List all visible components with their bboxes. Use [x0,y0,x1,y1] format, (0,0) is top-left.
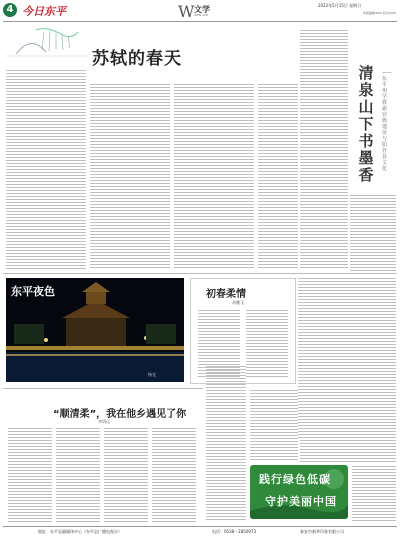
banner-line-1: 践行绿色低碳 [259,473,331,486]
newspaper-logo: 今日东平 [22,5,66,18]
lower-text-col-4 [352,466,396,522]
poem2-text-col-4 [152,428,196,522]
editor-credits: 本版编辑/XXX 校对/XXX [362,11,396,15]
article-text-col-3 [174,84,254,270]
poem-title: 初春柔情 [206,289,246,300]
lower-divider [3,388,203,389]
side-article-text-2 [350,195,396,273]
side-article-title: 清泉山下书墨香 [358,64,374,184]
lower-text-col-1 [206,366,246,522]
poem2-author: 李明远 [98,419,110,424]
photo-title: 东平夜色 [11,285,55,298]
willow-illustration [6,24,88,58]
article-text-col-2 [90,84,170,270]
issue-date: 2022年5月15日 星期日 [318,3,362,8]
header-divider [3,21,397,22]
article-text-col-1 [6,70,86,270]
side-article-subtitle: ——东平州学教谕官衙遗址与阳谷县文化 [382,70,392,172]
side-article-text [300,30,348,270]
footer-printer: 泰安市新华印务有限公司 [300,529,344,534]
lower-text-col-3 [300,440,396,462]
poem2-text-col-3 [104,428,148,522]
section-name: 文学 [194,5,210,14]
article-text-col-4 [258,84,298,270]
section-divider [3,273,397,274]
poem-text-col-2 [246,310,288,378]
footer-divider [3,526,397,527]
page-number: 4 [3,3,17,17]
right-text-block [298,278,396,438]
poem-author: 胡鹏飞 [232,300,244,305]
lower-text-col-2 [250,390,298,460]
photo-credit: 杨光 [148,372,156,377]
section-letter: W [178,2,195,21]
banner-line-2: 守护美丽中国 [265,495,337,508]
poem2-text-col-2 [56,428,100,522]
footer-address: 地址：东平县融媒体中心（东平县广播电视台） [38,529,122,534]
footer-phone: 电话：0538－2850973 [212,529,256,534]
poem2-text-col-1 [8,428,52,522]
section-subtitle: WEN XUE [194,13,209,17]
poem2-title: “顺清柔”，我在他乡遇见了你 [53,409,187,420]
main-article-title: 苏轼的春天 [92,49,182,69]
